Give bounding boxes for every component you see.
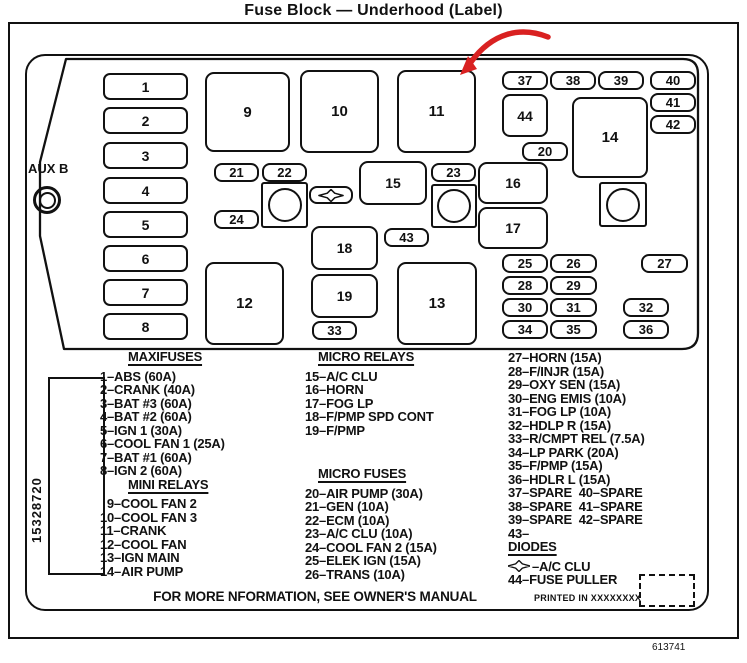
fuse-slot-6 xyxy=(103,245,188,272)
fuse-20-number: 20 xyxy=(537,144,553,159)
micro-relay-17-label-text: 17–FOG LP xyxy=(305,395,374,411)
fuse-27-label xyxy=(508,351,645,365)
fuse-28-number: 28 xyxy=(517,278,533,293)
maxifuse-4 xyxy=(100,410,225,424)
fuse-slot-4 xyxy=(103,177,188,204)
legend-column-right xyxy=(508,351,645,587)
micro-relay-19-label xyxy=(305,424,437,438)
printed-in-note: PRINTED IN XXXXXXXX xyxy=(534,593,642,603)
aux-b-connector xyxy=(33,186,61,214)
fuse-28-label xyxy=(508,365,645,379)
mini-relays-header-text: MINI RELAYS xyxy=(128,476,209,492)
maxifuse-1 xyxy=(100,370,225,384)
fuse-puller-44-label-text: 44–FUSE PULLER xyxy=(508,572,618,587)
socket-circle xyxy=(268,188,302,222)
micro-fuse-22 xyxy=(305,514,437,528)
socket-circle xyxy=(437,189,471,223)
micro-relay-16-label-text: 16–HORN xyxy=(305,382,364,397)
doc-number: 613741 xyxy=(652,642,686,653)
micro-fuses-header-text: MICRO FUSES xyxy=(318,466,407,481)
diode-ac-clu-box xyxy=(309,186,353,204)
empty-left-box xyxy=(48,377,105,575)
fuse-30-number: 30 xyxy=(517,300,533,315)
fuse-41 xyxy=(650,93,696,112)
micro-fuse-20-text: 20–AIR PUMP (30A) xyxy=(305,485,423,501)
maxifuse-4-text: 4–BAT #2 (60A) xyxy=(100,409,192,424)
mini-relay-12 xyxy=(100,538,225,552)
mini-relays-header xyxy=(128,478,225,492)
fuse-33-number: 33 xyxy=(327,323,342,338)
mini-relay-14 xyxy=(100,565,225,579)
fuse-33-label-text: 33–R/CMPT REL (7.5A) xyxy=(508,431,645,446)
relay-13 xyxy=(397,262,477,345)
fuse-41-number: 41 xyxy=(665,95,681,110)
micro-relay-18 xyxy=(311,226,378,270)
fuse-slot-2-number: 2 xyxy=(141,112,150,129)
spare-39-42 xyxy=(508,513,645,527)
maxifuse-6-text: 6–COOL FAN 1 (25A) xyxy=(100,436,225,451)
micro-fuse-24-text: 24–COOL FAN 2 (15A) xyxy=(305,539,437,555)
diodes-header-text: DIODES xyxy=(508,539,557,554)
fuse-31 xyxy=(550,298,597,317)
fuse-36 xyxy=(623,320,669,339)
fuse-28 xyxy=(502,276,548,295)
fuse-slot-5-number: 5 xyxy=(141,216,150,233)
fuse-32-number: 32 xyxy=(638,300,654,315)
micro-fuse-24 xyxy=(305,541,437,555)
micro-fuse-26-text: 26–TRANS (10A) xyxy=(305,566,405,582)
fuse-37-number: 37 xyxy=(517,73,533,88)
fuse-37 xyxy=(502,71,548,90)
fuse-slot-7-number: 7 xyxy=(141,284,150,301)
maxifuse-8-text: 8–IGN 2 (60A) xyxy=(100,463,182,478)
relay-13-number: 13 xyxy=(428,295,446,312)
fuse-40-number: 40 xyxy=(665,73,681,88)
micro-fuse-21 xyxy=(305,500,437,514)
fuse-slot-4-number: 4 xyxy=(141,182,150,199)
fuse-slot-2 xyxy=(103,107,188,134)
fuse-puller-44-label xyxy=(508,573,645,587)
fuse-slot-1 xyxy=(103,73,188,100)
fuse-32-label xyxy=(508,419,645,433)
socket-circle xyxy=(606,188,640,222)
relay-10-number: 10 xyxy=(331,103,348,120)
fuse-30-label xyxy=(508,392,645,406)
fuse-slot-7 xyxy=(103,279,188,306)
fuse-28-label-text: 28–F/INJR (15A) xyxy=(508,363,604,379)
fuse-29-number: 29 xyxy=(566,278,581,293)
fuse-27-number: 27 xyxy=(657,256,672,271)
fuse-34 xyxy=(502,320,548,339)
micro-relay-16-number: 16 xyxy=(505,175,521,191)
fuse-30 xyxy=(502,298,548,317)
micro-relays-header xyxy=(318,350,437,364)
micro-relay-19-number: 19 xyxy=(336,288,353,304)
fuse-39 xyxy=(598,71,644,90)
spare-37-40-text: 37–SPARE 40–SPARE xyxy=(508,485,643,500)
micro-relay-19 xyxy=(311,274,378,318)
diode-icon xyxy=(317,189,345,202)
micro-relay-15 xyxy=(359,161,427,205)
mini-relay-11-text: 11–CRANK xyxy=(100,523,167,538)
aux-b-connector-ring xyxy=(39,192,56,209)
fuse-slot-8-number: 8 xyxy=(141,318,150,335)
part-number-vertical: 15328720 xyxy=(29,477,44,543)
fuse-34-label xyxy=(508,446,645,460)
micro-fuse-22-text: 22–ECM (10A) xyxy=(305,512,390,528)
micro-fuse-21-text: 21–GEN (10A) xyxy=(305,499,389,514)
page-title: Fuse Block — Underhood (Label) xyxy=(244,2,503,19)
dashed-placeholder-box xyxy=(639,574,695,607)
micro-fuse-26 xyxy=(305,568,437,582)
fuse-31-label-text: 31–FOG LP (10A) xyxy=(508,404,611,419)
maxifuse-8 xyxy=(100,464,225,478)
mini-relay-13-text: 13–IGN MAIN xyxy=(100,550,180,565)
fuse-23-number: 23 xyxy=(446,165,461,180)
maxifuse-2-text: 2–CRANK (40A) xyxy=(100,382,195,397)
micro-relay-18-number: 18 xyxy=(336,240,353,256)
aux-b-label: AUX B xyxy=(28,161,69,176)
fuse-24-number: 24 xyxy=(229,212,244,227)
fuse-33-label xyxy=(508,432,645,446)
mini-relay-10-text: 10–COOL FAN 3 xyxy=(100,509,197,525)
mini-relay-10 xyxy=(100,511,225,525)
fuse-38-number: 38 xyxy=(565,73,581,88)
fuse-23 xyxy=(431,163,476,182)
mini-relay-14-text: 14–AIR PUMP xyxy=(100,563,184,579)
relay-socket-b xyxy=(431,184,477,228)
micro-relay-17-label xyxy=(305,397,437,411)
fuse-puller-44 xyxy=(502,94,548,137)
maxifuse-3-text: 3–BAT #3 (60A) xyxy=(100,395,192,411)
fuse-slot-8 xyxy=(103,313,188,340)
maxifuse-5-text: 5–IGN 1 (30A) xyxy=(100,422,182,438)
fuse-34-number: 34 xyxy=(517,322,533,337)
fuse-25-number: 25 xyxy=(517,256,533,271)
fuse-36-number: 36 xyxy=(638,322,654,337)
legend-column-left xyxy=(100,350,225,578)
relay-11 xyxy=(397,70,476,153)
maxifuse-6 xyxy=(100,437,225,451)
relay-12 xyxy=(205,262,284,345)
micro-relay-19-label-text: 19–F/PMP xyxy=(305,422,365,438)
fuse-20 xyxy=(522,142,568,161)
relay-socket-c xyxy=(599,182,647,227)
fuse-22-number: 22 xyxy=(277,165,292,180)
fuse-42-number: 42 xyxy=(665,117,681,132)
fuse-39-number: 39 xyxy=(613,73,629,88)
mini-relay-13 xyxy=(100,551,225,565)
spare-37-40 xyxy=(508,486,645,500)
diodes-header xyxy=(508,540,645,554)
micro-fuse-23 xyxy=(305,527,437,541)
maxifuses-header-text: MAXIFUSES xyxy=(128,349,203,364)
micro-relay-17-number: 17 xyxy=(505,220,521,236)
fuse-31-label xyxy=(508,405,645,419)
fuse-29-label xyxy=(508,378,645,392)
diode-ac-clu-label xyxy=(508,560,645,574)
fuse-32-label-text: 32–HDLP R (15A) xyxy=(508,417,611,433)
relay-9-number: 9 xyxy=(243,103,252,121)
maxifuse-2 xyxy=(100,383,225,397)
relay-socket-a xyxy=(261,182,308,228)
fuse-33 xyxy=(312,321,357,340)
fuse-slot-1-number: 1 xyxy=(141,78,150,95)
micro-relay-15-number: 15 xyxy=(385,175,401,191)
fuse-43 xyxy=(384,228,429,247)
fuse-24 xyxy=(214,210,259,229)
maxifuse-5 xyxy=(100,424,225,438)
fuse-26 xyxy=(550,254,597,273)
fuse-27-label-text: 27–HORN (15A) xyxy=(508,350,602,365)
micro-fuse-23-text: 23–A/C CLU (10A) xyxy=(305,526,413,541)
spare-39-42-text: 39–SPARE 42–SPARE xyxy=(508,512,643,527)
fuse-27 xyxy=(641,254,688,273)
fuse-slot-6-number: 6 xyxy=(141,250,150,267)
fuse-35-label xyxy=(508,459,645,473)
micro-fuse-25-text: 25–ELEK IGN (15A) xyxy=(305,553,421,568)
fuse-30-label-text: 30–ENG EMIS (10A) xyxy=(508,390,626,406)
maxifuse-1-text: 1–ABS (60A) xyxy=(100,368,176,384)
fuse-38 xyxy=(550,71,596,90)
micro-fuses-header xyxy=(318,467,437,481)
fuse-35 xyxy=(550,320,597,339)
micro-relay-18-label-text: 18–F/PMP SPD CONT xyxy=(305,409,434,424)
mini-relay-9-text: 9–COOL FAN 2 xyxy=(100,496,197,511)
diode-icon xyxy=(508,560,530,572)
footer-note: FOR MORE NFORMATION, SEE OWNER'S MANUAL xyxy=(153,589,477,604)
maxifuse-3 xyxy=(100,397,225,411)
fuse-36-label-text: 36–HDLR L (15A) xyxy=(508,471,611,487)
fuse-25 xyxy=(502,254,548,273)
maxifuses-header xyxy=(128,350,225,364)
micro-fuse-25 xyxy=(305,554,437,568)
spare-38-41-text: 38–SPARE 41–SPARE xyxy=(508,498,643,514)
fuse-36-label xyxy=(508,473,645,487)
fuse-43-label xyxy=(508,527,645,541)
maxifuse-7-text: 7–BAT #1 (60A) xyxy=(100,449,192,465)
fuse-puller-44-number: 44 xyxy=(517,107,533,124)
fuse-42 xyxy=(650,115,696,134)
fuse-29-label-text: 29–OXY SEN (15A) xyxy=(508,377,621,392)
micro-relay-17 xyxy=(478,207,548,249)
relay-11-number: 11 xyxy=(428,103,445,120)
relay-12-number: 12 xyxy=(236,295,253,312)
fuse-35-label-text: 35–F/PMP (15A) xyxy=(508,458,603,473)
relay-10 xyxy=(300,70,379,153)
micro-relay-16 xyxy=(478,162,548,204)
fuse-34-label-text: 34–LP PARK (20A) xyxy=(508,444,619,460)
fuse-21 xyxy=(214,163,259,182)
mini-relay-12-text: 12–COOL FAN xyxy=(100,536,187,552)
mini-relay-9 xyxy=(100,497,225,511)
fuse-26-number: 26 xyxy=(566,256,581,271)
micro-relay-15-label xyxy=(305,370,437,384)
relay-14 xyxy=(572,97,648,178)
fuse-43-number: 43 xyxy=(399,230,414,245)
maxifuse-7 xyxy=(100,451,225,465)
fuse-35-number: 35 xyxy=(566,322,581,337)
micro-relay-15-label-text: 15–A/C CLU xyxy=(305,368,378,384)
micro-relay-16-label xyxy=(305,383,437,397)
middle-gap xyxy=(305,437,437,467)
relay-14-number: 14 xyxy=(601,129,619,146)
fuse-slot-5 xyxy=(103,211,188,238)
fuse-29 xyxy=(550,276,597,295)
fuse-slot-3 xyxy=(103,142,188,169)
diode-ac-clu-label-text: –A/C CLU xyxy=(532,558,591,574)
fuse-40 xyxy=(650,71,696,90)
fuse-32 xyxy=(623,298,669,317)
fuse-slot-3-number: 3 xyxy=(141,147,150,164)
fuse-31-number: 31 xyxy=(566,300,581,315)
fuse-21-number: 21 xyxy=(229,165,244,180)
legend-column-middle xyxy=(305,350,437,581)
fuse-43-label-text: 43– xyxy=(508,525,530,541)
fuse-22 xyxy=(262,163,307,182)
micro-relays-header-text: MICRO RELAYS xyxy=(318,349,415,364)
micro-relay-18-label xyxy=(305,410,437,424)
spare-38-41 xyxy=(508,500,645,514)
micro-fuse-20 xyxy=(305,487,437,501)
mini-relay-11 xyxy=(100,524,225,538)
relay-9 xyxy=(205,72,290,152)
